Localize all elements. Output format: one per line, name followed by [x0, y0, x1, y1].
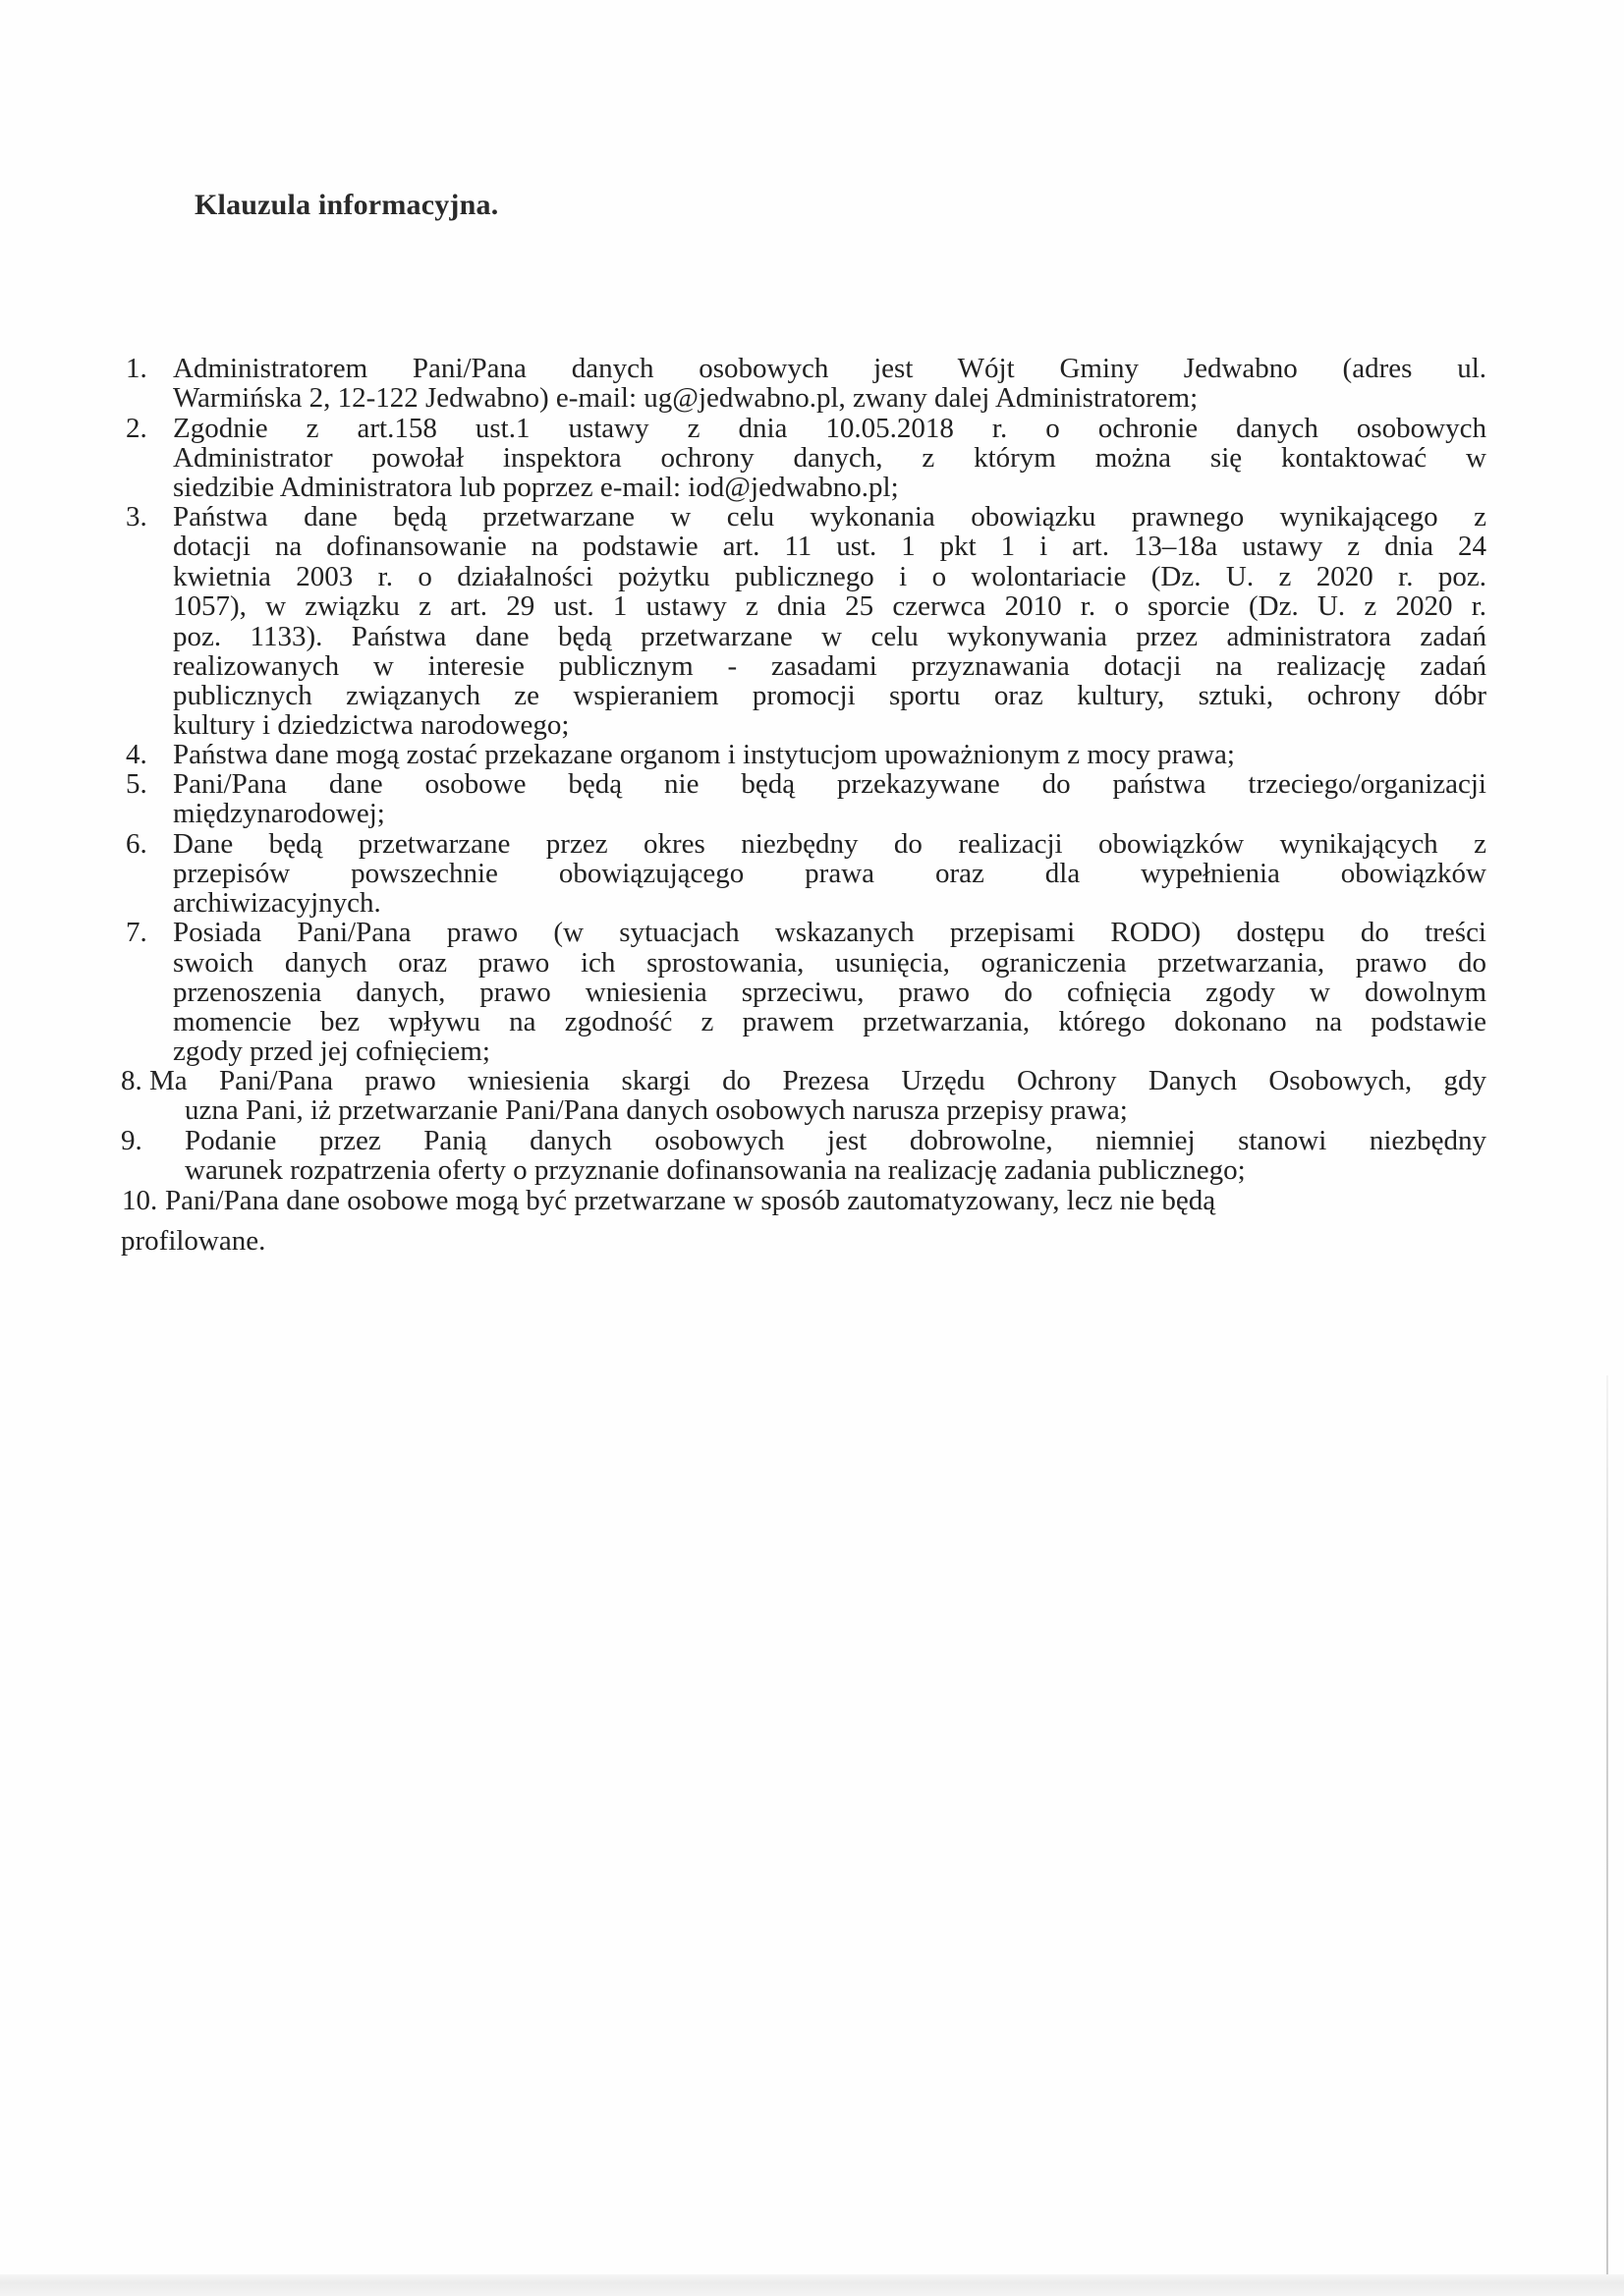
- list-item-line: kultury i dziedzictwa narodowego;: [173, 709, 570, 741]
- list-item-number: 8.: [121, 1065, 142, 1096]
- list-item-number: 10.: [122, 1185, 158, 1216]
- list-item-line: Ma Pani/Pana prawo wniesienia skargi do Prezesa Urzędu Ochrony Danych Osobowych, gdy: [149, 1065, 1486, 1096]
- list-item-line: Posiada Pani/Pana prawo (w sytuacjach wskazanych przepisami RODO) dostępu do treści: [173, 917, 1486, 948]
- list-item-number: 7.: [126, 917, 147, 948]
- list-item-line: poz. 1133). Państwa dane będą przetwarzane w celu wykonywania przez administratora zadań: [173, 621, 1486, 652]
- list-item-line: siedzibie Administratora lub poprzez e-mail: iod@jedwabno.pl;: [173, 472, 899, 503]
- list-item-line: Administrator powołał inspektora ochrony danych, z którym można się kontaktować w: [173, 442, 1486, 474]
- list-item-line: warunek rozpatrzenia oferty o przyznanie dofinansowania na realizację zadania publicznego;: [185, 1154, 1246, 1186]
- list-item-number: 1.: [126, 353, 147, 384]
- list-item-line: Dane będą przetwarzane przez okres niezbędny do realizacji obowiązków wynikających z: [173, 828, 1486, 860]
- list-item-line: dotacji na dofinansowanie na podstawie art. 11 ust. 1 pkt 1 i art. 13–18a ustawy z dnia 24: [173, 531, 1486, 562]
- list-item-number: 3.: [126, 501, 147, 532]
- list-item-line: Pani/Pana dane osobowe mogą być przetwarzane w sposób zautomatyzowany, lecz nie będą: [165, 1185, 1216, 1216]
- list-item-line: przepisów powszechnie obowiązującego prawa oraz dla wypełnienia obowiązków: [173, 858, 1486, 889]
- list-item-line: Administratorem Pani/Pana danych osobowych jest Wójt Gminy Jedwabno (adres ul.: [173, 353, 1486, 384]
- document-title: Klauzula informacyjna.: [195, 189, 499, 221]
- list-item-line: Państwa dane mogą zostać przekazane organom i instytucjom upoważnionym z mocy prawa;: [173, 739, 1235, 770]
- list-item-line: Zgodnie z art.158 ust.1 ustawy z dnia 10.05.2018 r. o ochronie danych osobowych: [173, 413, 1486, 444]
- list-item-line: 1057), w związku z art. 29 ust. 1 ustawy z dnia 25 czerwca 2010 r. o sporcie (Dz. U. z 2020 r.: [173, 590, 1486, 622]
- list-item-line: kwietnia 2003 r. o działalności pożytku publicznego i o wolontariacie (Dz. U. z 2020 r. poz.: [173, 561, 1486, 592]
- list-item-line: Warmińska 2, 12-122 Jedwabno) e-mail: ug@jedwabno.pl, zwany dalej Administratorem;: [173, 382, 1199, 414]
- list-item-line: międzynarodowej;: [173, 798, 385, 829]
- list-item-line: Podanie przez Panią danych osobowych jest dobrowolne, niemniej stanowi niezbędny: [185, 1125, 1486, 1156]
- list-item-line: przenoszenia danych, prawo wniesienia sprzeciwu, prawo do cofnięcia zgody w dowolnym: [173, 977, 1486, 1008]
- list-item-line: uzna Pani, iż przetwarzanie Pani/Pana danych osobowych narusza przepisy prawa;: [185, 1094, 1128, 1126]
- list-item-number: 6.: [126, 828, 147, 860]
- list-item-line: swoich danych oraz prawo ich sprostowania, usunięcia, ograniczenia przetwarzania, prawo do: [173, 947, 1486, 979]
- list-item-line: archiwizacyjnych.: [173, 887, 381, 919]
- list-item-line: realizowanych w interesie publicznym - zasadami przyznawania dotacji na realizację zadań: [173, 650, 1486, 682]
- list-item-line: Państwa dane będą przetwarzane w celu wykonania obowiązku prawnego wynikającego z: [173, 501, 1486, 532]
- list-item-number: 9.: [121, 1125, 142, 1156]
- list-item-line: profilowane.: [121, 1225, 266, 1257]
- list-item-number: 4.: [126, 739, 147, 770]
- list-item-line: momencie bez wpływu na zgodność z prawem przetwarzania, którego dokonano na podstawie: [173, 1006, 1486, 1037]
- list-item-line: Pani/Pana dane osobowe będą nie będą przekazywane do państwa trzeciego/organizacji: [173, 768, 1486, 800]
- list-item-line: publicznych związanych ze wspieraniem promocji sportu oraz kultury, sztuki, ochrony dóbr: [173, 680, 1486, 711]
- list-item-line: zgody przed jej cofnięciem;: [173, 1036, 490, 1067]
- scan-edge-line: [1606, 1375, 1608, 2279]
- list-item-number: 5.: [126, 768, 147, 800]
- scan-bottom-edge: [0, 2274, 1624, 2296]
- list-item-number: 2.: [126, 413, 147, 444]
